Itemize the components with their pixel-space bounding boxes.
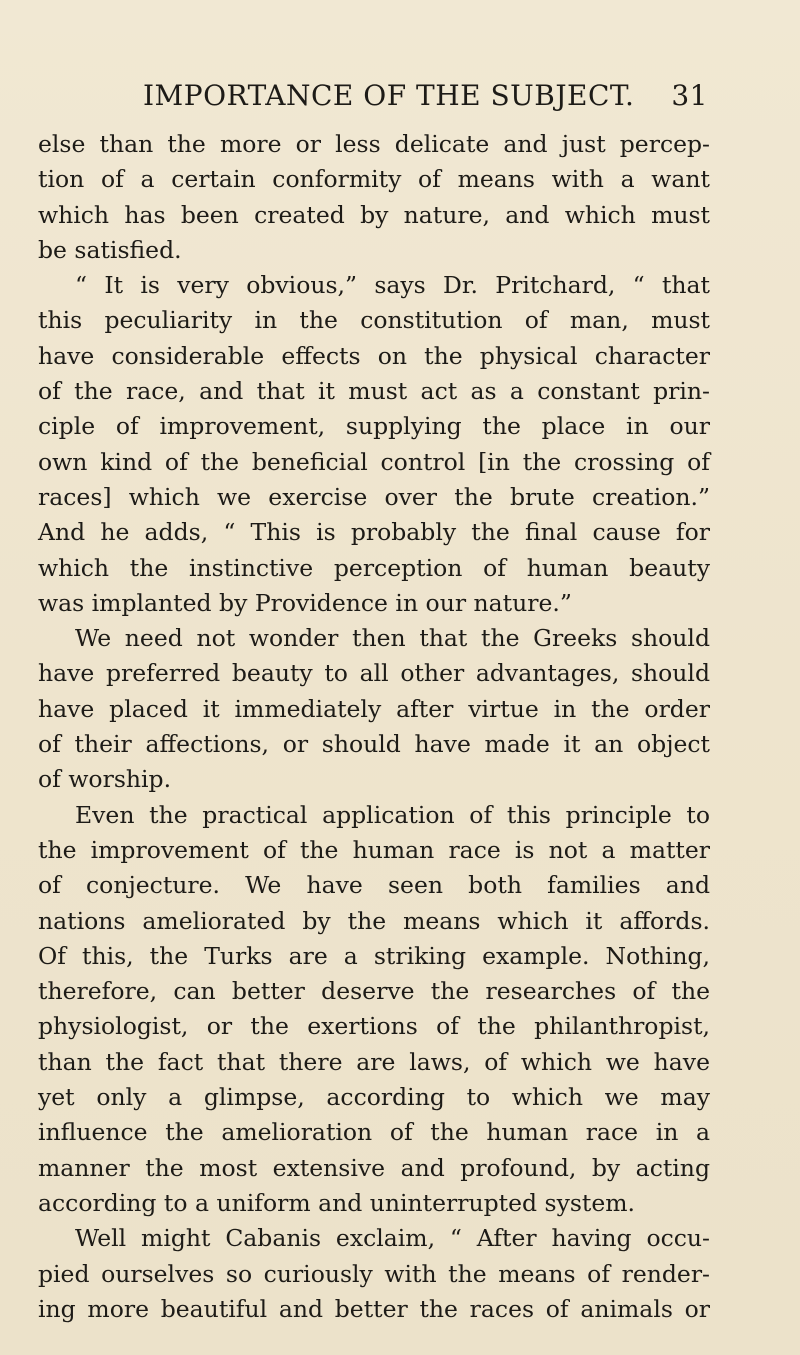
body-text bbox=[38, 127, 710, 1327]
text-line: therefore, can better deserve the researches of the bbox=[38, 977, 710, 1006]
text-line: And he adds, “ This is probably the final cause for bbox=[38, 518, 710, 547]
text-line: ciple of improvement, supplying the place in our bbox=[38, 412, 710, 441]
text-line: Of this, the Turks are a striking example. Nothing, bbox=[38, 941, 710, 970]
text-line: “ It is very obvious,” says Dr. Pritchard, “ that bbox=[75, 271, 710, 300]
text-line: of worship. bbox=[38, 765, 172, 794]
text-line: have considerable effects on the physical character bbox=[38, 341, 710, 370]
text-line: races] which we exercise over the brute creation.” bbox=[38, 482, 710, 511]
text-line: tion of a certain conformity of means with a want bbox=[38, 165, 710, 194]
text-line: physiologist, or the exertions of the philanthropist, bbox=[38, 1012, 710, 1041]
text-line: else than the more or less delicate and just percep- bbox=[38, 130, 710, 158]
text-line: Well might Cabanis exclaim, “ After having occu- bbox=[75, 1224, 710, 1253]
page-header bbox=[40, 76, 708, 116]
text-line: this peculiarity in the constitution of man, must bbox=[38, 306, 710, 335]
text-line: manner the most extensive and profound, by acting bbox=[38, 1153, 710, 1182]
text-line: pied ourselves so curiously with the means of render- bbox=[38, 1259, 710, 1288]
text-line: We need not wonder then that the Greeks should bbox=[75, 624, 710, 653]
text-line: of the race, and that it must act as a constant prin- bbox=[38, 377, 710, 406]
text-line: of their affections, or should have made it an object bbox=[38, 730, 710, 759]
text-line: influence the amelioration of the human race in a bbox=[38, 1118, 710, 1147]
text-line: have placed it immediately after virtue in the order bbox=[38, 694, 710, 723]
text-line: which has been created by nature, and which must bbox=[38, 200, 710, 229]
text-line: have preferred beauty to all other advantages, should bbox=[38, 659, 710, 688]
text-line: nations ameliorated by the means which it affords. bbox=[38, 906, 710, 935]
text-line: was implanted by Providence in our nature.” bbox=[38, 588, 572, 617]
text-line: be satisfied. bbox=[38, 235, 182, 264]
text-line: yet only a glimpse, according to which we may bbox=[38, 1083, 710, 1112]
page-number: 31 bbox=[671, 79, 708, 112]
text-line: than the fact that there are laws, of which we have bbox=[38, 1047, 710, 1076]
text-line: own kind of the beneficial control [in the crossing of bbox=[38, 447, 710, 476]
text-line: ing more beautiful and better the races of animals or bbox=[38, 1294, 710, 1323]
text-line: the improvement of the human race is not a matter bbox=[38, 835, 710, 864]
text-line: Even the practical application of this principle to bbox=[75, 800, 710, 829]
running-title: IMPORTANCE OF THE SUBJECT. bbox=[143, 79, 635, 112]
text-line: of conjecture. We have seen both families and bbox=[38, 871, 710, 900]
text-line: which the instinctive perception of human beauty bbox=[38, 553, 710, 582]
text-line: according to a uniform and uninterrupted system. bbox=[38, 1188, 636, 1217]
